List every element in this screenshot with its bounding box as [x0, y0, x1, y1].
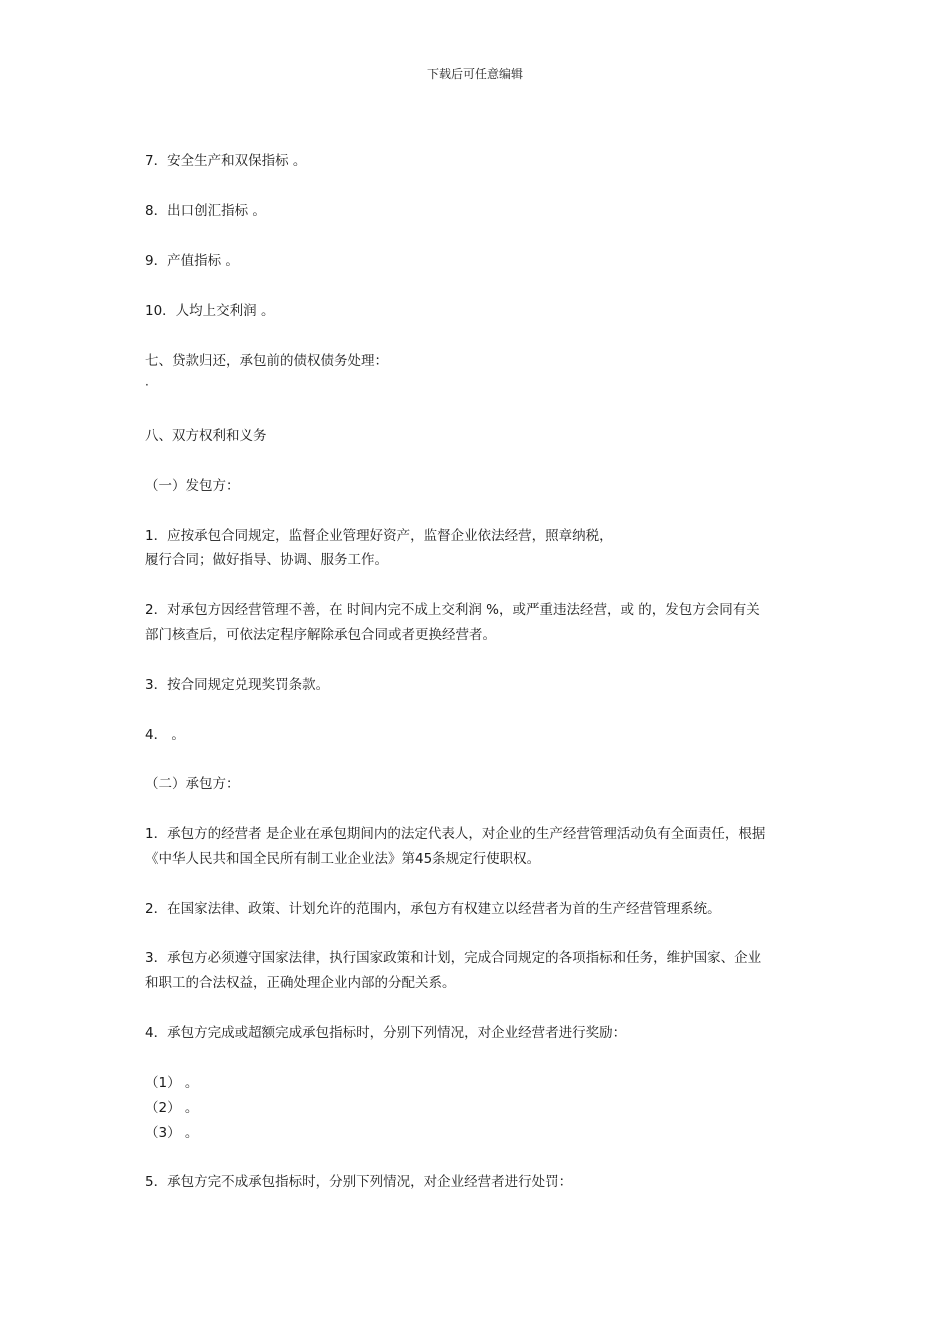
contractor-item-1-line-2: 《中华人民共和国全民所有制工业企业法》第45条规定行使职权。	[145, 851, 541, 867]
reward-sub-item-3: （3） 。	[145, 1125, 199, 1141]
subsection-employer-heading: （一）发包方：	[145, 478, 240, 494]
section-8-heading: 八、双方权利和义务	[145, 428, 267, 444]
section-7-heading: 七、贷款归还，承包前的债权债务处理：	[145, 353, 388, 369]
contractor-item-2: 2．在国家法律、政策、计划允许的范围内，承包方有权建立以经营者为首的生产经营管理系统。	[145, 901, 721, 917]
item-9-output-indicator: 9．产值指标 。	[145, 253, 239, 269]
employer-item-1-line-1: 1．应按承包合同规定，监督企业管理好资产，监督企业依法经营，照章纳税，	[145, 528, 613, 544]
employer-item-1-line-2: 履行合同；做好指导、协调、服务工作。	[145, 552, 388, 568]
contractor-item-3-line-1: 3．承包方必须遵守国家法律，执行国家政策和计划，完成合同规定的各项指标和任务，维护国家、企业	[145, 950, 762, 966]
employer-item-2-line-1: 2．对承包方因经营管理不善，在 时间内完不成上交利润 %，或严重违法经营，或 的，发包方会同有关	[145, 602, 760, 618]
item-10-profit-per-capita: 10．人均上交利润 。	[145, 303, 275, 319]
item-7-safety-indicator: 7．安全生产和双保指标 。	[145, 153, 307, 169]
subsection-contractor-heading: （二）承包方：	[145, 776, 240, 792]
employer-item-3: 3．按合同规定兑现奖罚条款。	[145, 677, 330, 693]
employer-item-4: 4． 。	[145, 727, 185, 743]
item-8-export-indicator: 8．出口创汇指标 。	[145, 203, 266, 219]
employer-item-2-line-2: 部门核查后，可依法定程序解除承包合同或者更换经营者。	[145, 627, 496, 643]
contractor-item-3-line-2: 和职工的合法权益，正确处理企业内部的分配关系。	[145, 975, 456, 991]
reward-sub-item-2: （2） 。	[145, 1100, 199, 1116]
reward-sub-item-1: （1） 。	[145, 1075, 199, 1091]
contractor-item-4: 4．承包方完成或超额完成承包指标时，分别下列情况，对企业经营者进行奖励：	[145, 1025, 627, 1041]
contractor-item-1-line-1: 1．承包方的经营者 是企业在承包期间内的法定代表人，对企业的生产经营管理活动负有全面责任，根据	[145, 826, 766, 842]
contractor-item-5: 5．承包方完不成承包指标时，分别下列情况，对企业经营者进行处罚：	[145, 1174, 573, 1190]
stray-dot: ·	[145, 378, 149, 392]
page-header: 下载后可任意编辑	[426, 67, 523, 81]
